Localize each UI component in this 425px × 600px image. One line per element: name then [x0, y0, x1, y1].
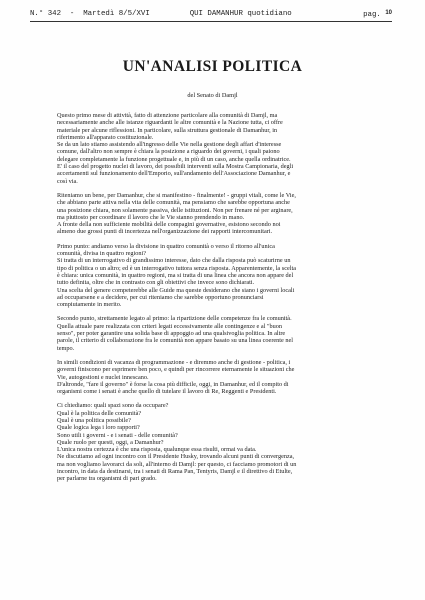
paragraph-line: che abbiano parte attiva nella vita delle comunità, ma pensiamo che sarebbe opportuna anche: [57, 199, 290, 207]
article-body: [57, 112, 392, 483]
paragraph-line: E' il caso del progetto nuclei di lavoro, dei possibili interventi sulla Mostra Campionaria, degli: [57, 163, 294, 171]
page-number: 10: [385, 10, 392, 16]
paragraph-line: così via.: [57, 177, 78, 185]
publication-name: QUI DAMANHUR quotidiano: [189, 10, 292, 18]
paragraph-line: Quale ruolo per questi, oggi, a Damanhur?: [57, 438, 164, 446]
paragraph-line: A fronte della non sufficiente mobilità delle compagini governative, esistono secondo noi: [57, 221, 281, 229]
paragraph-line: In simili condizioni di vacanza di programmazione - e diremmo anche di gestione - politica, i: [57, 358, 291, 366]
paragraph-line: Vie, autogestioni e nuclei innescano.: [57, 373, 149, 381]
page-indicator: [363, 10, 392, 19]
paragraph-line: delegare completamente la funzione progettuale e, in più di un caso, anche quella ordinatrice.: [57, 155, 291, 163]
paragraph-line: Quella attuale pare realizzata con criteri legati eccessivamente alle contingenze e al "buon: [57, 322, 282, 330]
paragraph-line: organismi come i senati è anche quello di tutelare il lavoro di Re, Reggenti e Presidenti.: [57, 388, 277, 396]
paragraph-line: Si tratta di un interrogativo di grandissimo interesse, dato che dalla risposta può scaturirne un: [57, 257, 291, 265]
paragraph-line: Ci chiediamo: quali spazi sono da occupare?: [57, 402, 169, 410]
paragraph-line: almeno due grossi punti di incertezza nell'organizzazione dei rapporti intercomunitari.: [57, 228, 273, 236]
article-paragraph: [57, 402, 392, 482]
paragraph-line: governi finiscono per esprimere ben poco, e quindi per rincorrere eternamente le situazioni che: [57, 366, 295, 374]
paragraph-line: ma piuttosto per coordinare il lavoro che le Vie stanno prendendo in mano.: [57, 213, 245, 221]
paragraph-line: riferimento all'apparato costituzionale.: [57, 133, 154, 141]
paragraph-line: una posizione chiara, non solamente passiva, delle istituzioni. Non per frenare né per arginare,: [57, 206, 293, 214]
paragraph-line: Riteniamo un bene, per Damanhur, che si manifestino - finalmente! - gruppi vitali, come le Vie,: [57, 191, 296, 199]
paragraph-line: necessariamente anche alle istanze riguardanti le altre comunità e la Nazione tutta, ci offre: [57, 119, 283, 127]
article-paragraph: [57, 112, 392, 185]
paragraph-line: tutto definita, oltre che in contrasto con gli obiettivi che invece sono dichiarati.: [57, 279, 255, 287]
page-label: pag.: [363, 11, 381, 19]
article-title: UN'ANALISI POLITICA: [122, 58, 303, 75]
paragraph-line: materiale per alcune riflessioni. In particolare, sulla struttura gestionale di Damanhur, in: [57, 126, 278, 134]
paragraph-line: L'unica nostra certezza è che una risposta, qualunque essa risulti, ormai va data.: [57, 446, 257, 454]
paragraph-line: Qual è la politica delle comunità?: [57, 409, 142, 417]
paragraph-line: Primo punto: andiamo verso la divisione in quattro comunità o verso il ritorno all'unica: [57, 242, 275, 250]
paragraph-line: per parlarne tra organismi di pari grado.: [57, 475, 157, 483]
article-paragraph: [57, 192, 392, 236]
paragraph-line: tempo.: [57, 344, 75, 352]
paragraph-line: ad occuparsene e a decidere, per cui riteniamo che sarebbe opportuno pronunciarsi: [57, 293, 264, 301]
article-paragraph: [57, 359, 392, 395]
header-separator: -: [69, 10, 75, 18]
paragraph-line: Ne discutiamo ad ogni incontro con il Presidente Husky, trovando alcuni punti di convergenza,: [57, 453, 295, 461]
paragraph-line: compiutamente in merito.: [57, 301, 122, 309]
header-rule: [30, 21, 392, 22]
article-paragraph: [57, 315, 392, 351]
paragraph-line: Una scelta del genere competerebbe alle Guide ma queste desiderano che siano i governi locali: [57, 286, 295, 294]
paragraph-line: Secondo punto, strettamente legato al primo: la ripartizione delle competenze fra le comunità.: [57, 315, 292, 323]
paragraph-line: è chiara: unica comunità, in quattro regioni, ma si tratta di una linea che ancora non appare del: [57, 271, 294, 279]
page-header: [30, 10, 392, 18]
paragraph-line: comunità, divisa in quattro regioni?: [57, 250, 147, 258]
paragraph-line: ma non vogliamo lavorarci da soli, all'interno di Damjl: per questo, ci facciamo promotori di un: [57, 460, 297, 468]
paragraph-line: Quale logica lega i loro rapporti?: [57, 424, 140, 432]
issue-date: Martedì 8/5/XVI: [83, 10, 150, 18]
paragraph-line: accertamenti sul funzionamento dell'Emporio, sull'andamento dell'Associazione Damanhur, e: [57, 170, 291, 178]
paragraph-line: tipo di politica o un altro; ed è un interrogativo tuttora senza risposta. Apparentemente, la scelta: [57, 264, 296, 272]
paragraph-line: incontro, in data da destinarsi, tra i senati di Rama Pan, Tentyris, Damjl e il direttivo di Etulte,: [57, 468, 293, 476]
article-paragraph: [57, 243, 392, 309]
paragraph-line: Qual è una politica possibile?: [57, 416, 131, 424]
paragraph-line: Se da un lato stiamo assistendo all'ingresso delle Vie nella gestione degli affari d'interesse: [57, 141, 282, 149]
paragraph-line: senso", per poter garantire una solida base di appoggio ad una qualsivoglia politica. In altre: [57, 330, 286, 338]
article-byline: del Senato di Damjl: [187, 92, 238, 99]
paragraph-line: Questo primo mese di attività, fatto di attenzione particolare alla comunità di Damjl, ma: [57, 112, 278, 119]
paragraph-line: comune, dall'altro non sempre è chiara la posizione a riguardo dei governi, i quali paiono: [57, 148, 280, 156]
paragraph-line: parole, il criterio di collaborazione fra le comunità non appare basato su una linea coerente nel: [57, 337, 294, 345]
paragraph-line: D'altronde, "fare il governo" è forse la cosa più difficile, oggi, in Damanhur, ed il compito di: [57, 380, 289, 388]
paragraph-line: Sono utili i governi - e i senati - delle comunità?: [57, 431, 178, 439]
issue-number: N.° 342: [30, 10, 62, 18]
